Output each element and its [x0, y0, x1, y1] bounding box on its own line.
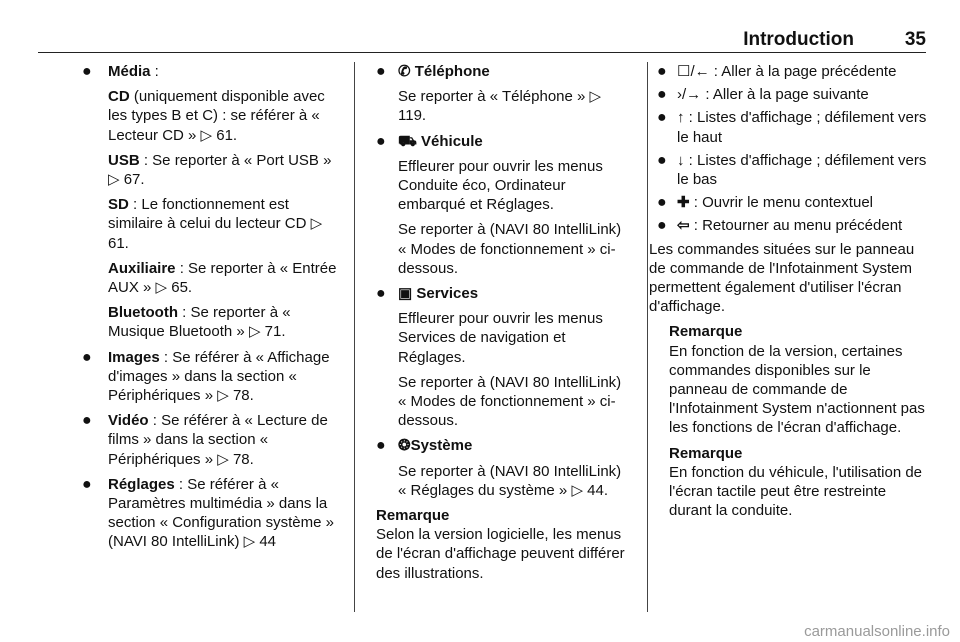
column-2: [376, 62, 632, 583]
telephone-ref[interactable]: ▷ 119.: [398, 88, 602, 125]
note-title: Remarque: [376, 507, 450, 525]
bullet: ●: [82, 412, 92, 430]
usb-ref[interactable]: ▷ 67.: [108, 171, 145, 189]
note-text: En fonction de la version, certaines commandes disponibles sur le panneau de commande de l'Infotainment System n'actionnent pas les fonctions de l'écran d'affichage.: [669, 342, 925, 437]
systeme-ref[interactable]: ▷ 44.: [571, 481, 608, 499]
arrow-up-icon: ↑: [677, 109, 685, 127]
gear-icon: ❂: [398, 437, 411, 455]
list-item-reglages: ● Réglages : Se référer à « Paramètres multimédia » dans la section « Configuration système » (NAVI 80 IntelliLink) ▷ 44: [82, 475, 334, 551]
bullet: ●: [82, 63, 92, 80]
bullet: ●: [82, 348, 92, 366]
page-header: [38, 26, 926, 53]
list-item-back-menu: ● ⇦ : Retourner au menu précédent: [657, 217, 903, 235]
sd-entry: SD : Le fonctionnement est similaire à celui du lecteur CD ▷ 61.: [108, 196, 323, 252]
bullet: ●: [376, 437, 386, 455]
list-item-services: ● ▣ Services Effleurer pour ouvrir les menus Services de navigation et Réglages. Se reporter à (NAVI 80 IntelliLink) « Modes de fonctionnement » ci-dessous.: [376, 285, 622, 430]
bluetooth-ref[interactable]: ▷ 71.: [248, 323, 286, 341]
list-item-next-page: ● ›/→ : Aller à la page suivante: [657, 86, 869, 104]
column-1: [82, 62, 344, 558]
phone-icon: ✆: [398, 63, 411, 80]
images-ref[interactable]: ▷ 78.: [217, 387, 254, 405]
aux-ref[interactable]: ▷ 65.: [155, 279, 193, 297]
column-3: [649, 62, 927, 520]
note-title: Remarque: [669, 444, 743, 462]
note-box-1: [649, 322, 927, 437]
body-paragraph: Les commandes situées sur le panneau de commande de l'Infotainment System permettent également d'utiliser l'écran d'affichage.: [649, 240, 915, 316]
aux-entry: Auxiliaire : Se reporter à « Entrée AUX » ▷ 65.: [108, 259, 337, 297]
list-item-media: [68, 62, 344, 342]
bullet: ●: [657, 217, 667, 235]
bullet: ●: [657, 86, 667, 104]
list-item-vehicule: ● ⛟ Véhicule Effleurer pour ouvrir les menus Conduite éco, Ordinateur embarqué et Réglages. Se reporter à (NAVI 80 IntelliLink) « Modes de fonctionnement » ci-dessous.: [376, 132, 622, 277]
cd-entry: CD (uniquement disponible avec les types B et C) : se référer à « Lecteur CD » ▷ 61.: [108, 88, 325, 144]
list-item-scroll-up: ● ↑ : Listes d'affichage ; défilement vers le haut: [657, 109, 927, 146]
list-item-video: ● Vidéo : Se référer à « Lecture de films » dans la section « Périphériques » ▷ 78.: [82, 412, 328, 468]
note-box: [376, 506, 632, 583]
page-number: 35: [904, 29, 926, 50]
arrow-down-icon: ↓: [677, 151, 685, 169]
media-colon: :: [150, 63, 159, 80]
back-arrow-icon: ⇦: [677, 217, 690, 235]
list-item-systeme: ● ❂Système Se reporter à (NAVI 80 IntelliLink) « Réglages du système » ▷ 44.: [376, 437, 622, 499]
watermark: carmanualsonline.info: [804, 623, 950, 640]
next-page-icon: ›/→: [677, 86, 702, 104]
cd-ref[interactable]: ▷ 61.: [200, 126, 238, 144]
note-text: Selon la version logicielle, les menus de l'écran d'affichage peuvent différer des illustrations.: [376, 526, 625, 582]
list-item-context-menu: ● ✚ : Ouvrir le menu contextuel: [657, 194, 873, 212]
column-divider-1: [354, 62, 355, 612]
briefcase-icon: ▣: [398, 285, 413, 303]
bluetooth-entry: Bluetooth : Se reporter à « Musique Bluetooth » ▷ 71.: [108, 304, 291, 341]
note-box-2: [649, 444, 927, 521]
bullet: ●: [657, 151, 667, 169]
plus-icon: ✚: [677, 194, 690, 212]
bullet: ●: [376, 63, 386, 80]
bullet: ●: [376, 132, 386, 150]
usb-entry: USB : Se reporter à « Port USB » ▷ 67.: [108, 151, 332, 189]
bullet: ●: [657, 194, 667, 212]
video-ref[interactable]: ▷ 78.: [217, 450, 254, 468]
bullet: ●: [657, 63, 667, 80]
car-icon: ⛟: [398, 132, 417, 150]
list-item-images: ● Images : Se référer à « Affichage d'images » dans la section « Périphériques » ▷ 78.: [82, 348, 330, 405]
bullet: ●: [82, 475, 92, 493]
bullet: ●: [376, 285, 386, 303]
bullet: ●: [657, 109, 667, 127]
list-item-telephone: ● ✆ Téléphone Se reporter à « Téléphone » ▷ 119.: [376, 63, 602, 125]
note-title: Remarque: [669, 323, 743, 341]
reglages-ref[interactable]: ▷ 44: [243, 533, 276, 551]
page-title: Introduction: [743, 29, 854, 50]
media-label: Média: [108, 63, 151, 80]
previous-page-icon: ☐/←: [677, 63, 710, 80]
list-item-scroll-down: ● ↓ : Listes d'affichage ; défilement vers le bas: [657, 151, 927, 189]
list-item-prev-page: ● ☐/← : Aller à la page précédente: [657, 63, 897, 80]
sd-ref[interactable]: ▷ 61.: [108, 215, 323, 252]
note-text: En fonction du véhicule, l'utilisation de l'écran tactile peut être restreinte durant la conduite.: [669, 463, 923, 520]
column-divider-2: [647, 62, 648, 612]
